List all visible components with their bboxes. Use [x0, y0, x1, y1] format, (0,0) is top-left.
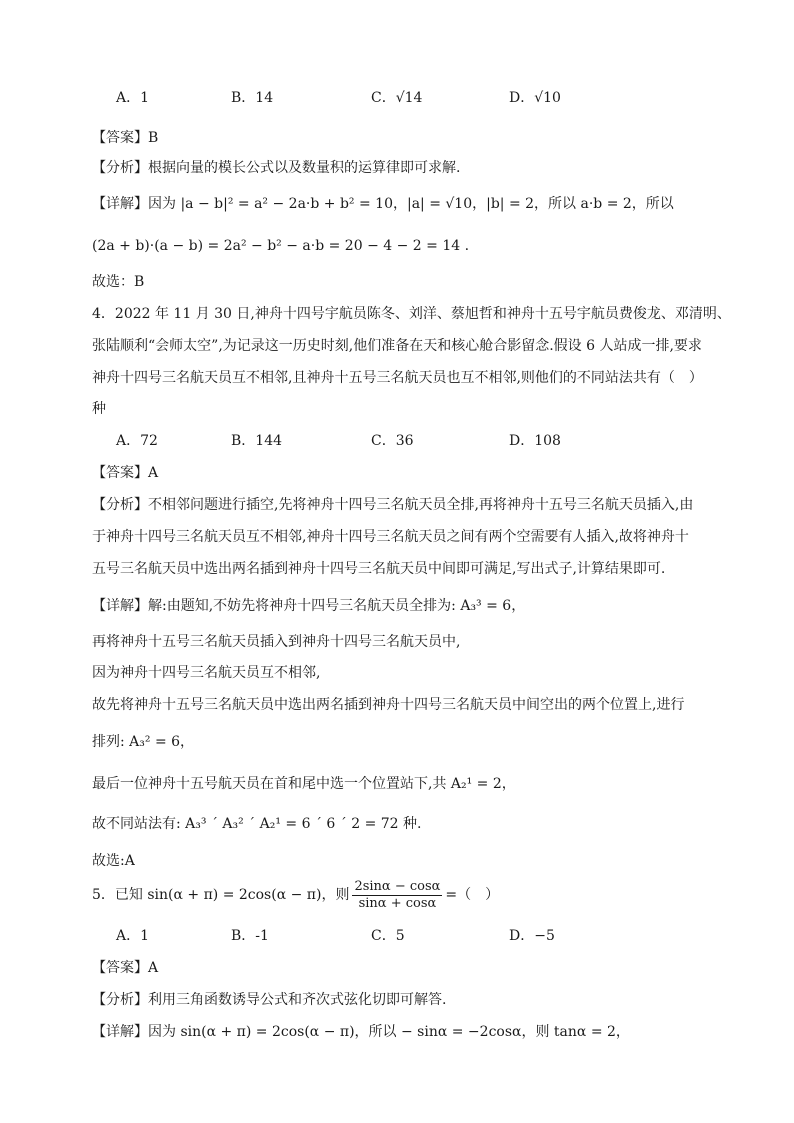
q5-detail-line-1: 【详解】因为 sin(α + π) = 2cos(α − π)，所以 − sinα = −2cosα，则 tanα = 2，: [92, 1024, 630, 1040]
q5-option-d: D．−5: [509, 928, 555, 944]
q4-detail-line-5: 排列: A₃² = 6，: [92, 734, 195, 750]
q5-fraction-denominator: sinα + cosα: [358, 895, 437, 911]
q4-option-a: A．72: [116, 433, 158, 449]
q5-stem-suffix: =（ ）: [445, 887, 500, 903]
q3-detail-line-2: (2a + b)·(a − b) = 2a² − b² − a·b = 20 − 4 − 2 = 14 .: [92, 238, 470, 254]
q4-detail-line-4: 故先将神舟十五号三名航天员中选出两名插到神舟十四号三名航天员中间空出的两个位置上,进行: [92, 697, 685, 713]
q5-option-b: B．-1: [231, 928, 269, 944]
q4-detail-line-2: 再将神舟十五号三名航天员插入到神舟十四号三名航天员中,: [92, 634, 461, 650]
q5-analysis: 【分析】利用三角函数诱导公式和齐次式弦化切即可解答.: [92, 992, 447, 1008]
q5-option-a: A．1: [116, 928, 150, 944]
q4-option-b: B．144: [231, 433, 283, 449]
q5-stem: [92, 878, 499, 912]
q4-option-d: D．108: [509, 433, 561, 449]
q4-detail-line-6: 最后一位神舟十五号航天员在首和尾中选一个位置站下,共 A₂¹ = 2，: [92, 776, 516, 792]
q4-option-c: C．36: [371, 433, 414, 449]
q5-stem-prefix: 5．已知 sin(α + π) = 2cos(α − π)，则: [92, 887, 350, 903]
q4-detail-line-1: 【详解】解:由题知,不妨先将神舟十四号三名航天员全排为: A₃³ = 6，: [92, 598, 526, 614]
q3-option-a: A．1: [116, 90, 150, 106]
q4-stem-line-3: 神舟十四号三名航天员互不相邻,且神舟十五号三名航天员也互不相邻,则他们的不同站法共有（ ）: [92, 370, 703, 386]
q4-detail-line-3: 因为神舟十四号三名航天员互不相邻,: [92, 665, 321, 681]
q3-option-c: C．√14: [371, 90, 423, 106]
q4-conclusion: 故选:A: [92, 853, 135, 869]
q4-answer: 【答案】A: [92, 465, 159, 481]
q3-option-d: D．√10: [509, 90, 561, 106]
q4-analysis-line-2: 于神舟十四号三名航天员互不相邻,神舟十四号三名航天员之间有两个空需要有人插入,故将神舟十: [92, 529, 689, 545]
q4-analysis-line-1: 【分析】不相邻问题进行插空,先将神舟十四号三名航天员全排,再将神舟十五号三名航天员插入,由: [92, 497, 694, 513]
q4-detail-line-7: 故不同站法有: A₃³ ´ A₃² ´ A₂¹ = 6 ´ 6 ´ 2 = 72 种.: [92, 816, 422, 832]
q3-analysis: 【分析】根据向量的模长公式以及数量积的运算律即可求解.: [92, 160, 461, 176]
q5-answer: 【答案】A: [92, 960, 159, 976]
q3-option-b: B．14: [231, 90, 274, 106]
q4-stem-line-4: 种: [92, 401, 106, 417]
q3-answer: 【答案】B: [92, 130, 159, 146]
q4-analysis-line-3: 五号三名航天员中选出两名插到神舟十四号三名航天员中间即可满足,写出式子,计算结果即可.: [92, 561, 666, 577]
q3-conclusion: 故选：B: [92, 274, 145, 290]
q3-detail-line-1: 【详解】因为 |a − b|² = a² − 2a·b + b² = 10，|a| = √10，|b| = 2，所以 a·b = 2，所以: [92, 196, 674, 212]
q4-stem-line-1: 4．2022 年 11 月 30 日,神舟十四号宇航员陈冬、刘洋、蔡旭哲和神舟十五号宇航员费俊龙、邓清明、: [92, 306, 731, 322]
q4-stem-line-2: 张陆顺利“会师太空”,为记录这一历史时刻,他们准备在天和核心舱合影留念.假设 6 人站成一排,要求: [92, 338, 702, 354]
q5-option-c: C．5: [371, 928, 405, 944]
q5-fraction-numerator: 2sinα − cosα: [354, 878, 441, 894]
q5-fraction: [352, 879, 442, 912]
